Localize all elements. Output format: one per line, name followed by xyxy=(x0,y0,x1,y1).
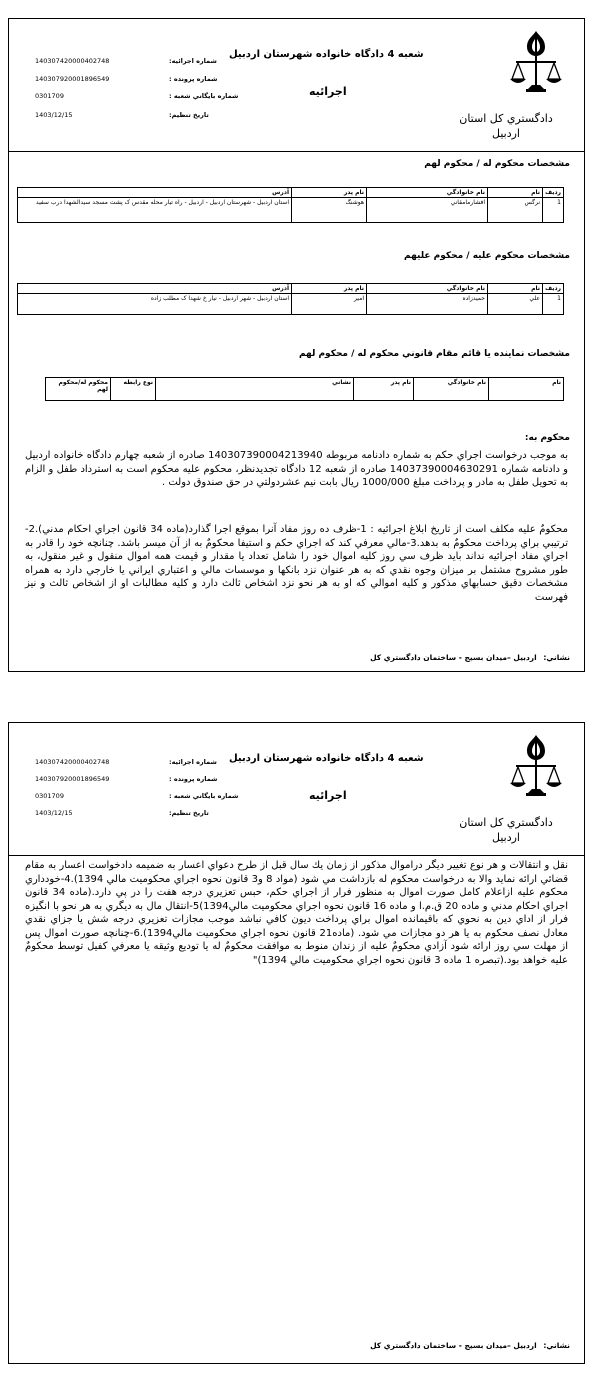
col-header-represented: محكوم له/محكوم لهم xyxy=(46,378,111,401)
table-row xyxy=(18,294,564,315)
section-title-representatives: مشخصات نماينده يا قائم مقام قانوني محكوم له / محكوم لهم xyxy=(298,349,570,359)
col-header-row: رديف xyxy=(543,188,564,198)
section-title-defendants: مشخصات محكوم عليه / محكوم عليهم xyxy=(404,251,570,261)
meta-label-date: تاريخ تنظيم: xyxy=(169,809,209,817)
col-header-family: نام خانوادگي xyxy=(367,188,488,198)
obligations-continued-paragraph: نقل و انتقالات و هر نوع تغيير ديگر دراموال مذكور از زمان يك سال قبل از طرح دعواي اعسار به ضميمه دادخواست اعسار به مقام قضائي ارائه نمايد والا به درخواست محكوم له بازداشت مي شود (مواد 8 و3 قانون نحوه اجراي محكوميت مالي 1394).4-خودداري محكوم عليه ازاعلام كامل صورت اموال به منظور فرار از اجراي حكم، حبس تعزيري درجه هفت را در پي دارد.(ماده 34 قانون اجراي احكام مدني و ماده 20 ق.م.ا و ماده 16 قانون نحوه اجراي محكوميت مالي1394)5-انتقال مال به ديگري به هر نحو با انگيزه فرار از اداي دين به نحوي كه باقيمانده اموال براي پرداخت ديون كافي نباشد موجب مجازات تعزيري درجه شش يا جزاي نقدي معادل نصف محكوم به يا هر دو مجازات مي شود. (ماده21 قانون نحوه اجراي محكوميت مالي1394).6-چنانچه صورت اموال پس از مهلت سي روز ارائه شود آزادي محكومٌ عليه از زندان منوط به موافقت محكومٌ له يا توديع وثيقه يا معرفي كفيل توسط محكومٌ عليه خواهد بود.(تبصره 1 ماده 3 قانون نحوه اجراي محكوميت مالي 1394)" xyxy=(25,860,569,966)
page-header xyxy=(9,19,584,152)
meta-value-date: 1403/12/15 xyxy=(35,809,73,817)
col-header-address: آدرس xyxy=(18,284,292,294)
cell-name: نرگس xyxy=(488,198,543,223)
meta-value-archive-no: 0301709 xyxy=(35,92,64,100)
col-header-address: نشاني xyxy=(156,378,354,401)
representatives-table xyxy=(45,377,564,401)
iran-emblem-icon xyxy=(506,731,566,811)
col-header-family: نام خانوادگي xyxy=(414,378,489,401)
table-row xyxy=(18,198,564,223)
footer-address xyxy=(370,1341,570,1350)
footer-address-label: نشاني: xyxy=(543,653,570,662)
document-page-1 xyxy=(8,18,585,672)
court-name: دادگستري كل استان اردبيل xyxy=(459,112,553,140)
footer-address-value: اردبيل –ميدان بسيج - ساختمان دادگستري كل xyxy=(370,653,537,662)
defendants-table xyxy=(17,283,564,315)
iran-emblem-icon xyxy=(506,27,566,107)
document-page-2 xyxy=(8,722,585,1364)
cell-father: امير xyxy=(292,294,367,315)
col-header-address: آدرس xyxy=(18,188,292,198)
document-type: اجرائيه xyxy=(309,789,347,802)
meta-value-case-no: 140307920001896549 xyxy=(35,775,110,783)
meta-label-archive-no: شماره بايگاني شعبه : xyxy=(169,792,239,800)
col-header-name: نام xyxy=(488,188,543,198)
col-header-father: نام پدر xyxy=(354,378,414,401)
cell-row-number: 1 xyxy=(543,198,564,223)
meta-label-case-no: شماره پرونده : xyxy=(169,75,218,83)
judgment-title: محكوم به: xyxy=(524,433,570,443)
meta-value-execution-no: 140307420000402748 xyxy=(35,758,110,766)
meta-value-date: 1403/12/15 xyxy=(35,111,73,119)
cell-address: استان اردبيل - شهرستان اردبيل - اردبيل - راه تيار محله مقدس ک پشت مسجد سيدالشهدا درب سفيد xyxy=(18,198,292,223)
cell-row-number: 1 xyxy=(543,294,564,315)
branch-title: شعبه 4 دادگاه خانواده شهرستان اردبيل xyxy=(229,753,424,764)
cell-family: افشارمامقاني xyxy=(367,198,488,223)
meta-label-execution-no: شماره اجرائيه: xyxy=(169,758,217,766)
meta-value-execution-no: 140307420000402748 xyxy=(35,57,110,65)
cell-father: هوشنگ xyxy=(292,198,367,223)
meta-value-archive-no: 0301709 xyxy=(35,792,64,800)
cell-name: علي xyxy=(488,294,543,315)
col-header-row: رديف xyxy=(543,284,564,294)
col-header-relation: نوع رابطه xyxy=(111,378,156,401)
judgment-paragraph: به موجب درخواست اجراي حكم به شماره دادنامه مربوطه 140307390004213940 صادره از شعبه چهارم دادگاه خانواده اردبيل و دادنامه شماره 14037390004630291 صادره از شعبه 12 دادگاه تجديدنظر، محكوم عليه محكوم است به استرداد طفل و الزام به تحويل طفل به مادر و پرداخت مبلغ 1000/000 ريال بابت نيم عشردولتي در حق صندوق دولت . xyxy=(25,450,569,488)
obligations-paragraph: محكومٌ عليه مكلف است از تاريخ ابلاغ اجرائيه : 1-ظرف ده روز مفاد آنرا بموقع اجرا گذارد(ماده 34 قانون اجراي احكام مدني).2-ترتيبي براي پرداخت محكومٌ به بدهد.3-مالي معرفي كند كه اجراي حكم و استيفا محكومٌ به از آن ميسر باشد. چنانچه خود را قادر به اجراي مفاد اجرائيه نداند بايد ظرف سي روز كليه اموال خود را شامل تعداد يا مقدار و قيمت همه اموال منقول و غير منقول، به طور مشروح مشتمل بر ميزان وجوه نقدي كه به هر عنوان نزد بانكها و موسسات مالي و اعتباري ايراني يا خارجي دارد به همراه مشخصات دقيق حسابهاي مذكور و كليه اموالي كه او به هر نحو نزد اشخاص ثالث دارد و كليه مطالبات او از اشخاص ثالث و نيز فهرست xyxy=(25,524,568,603)
page-header xyxy=(9,723,584,856)
document-type: اجرائيه xyxy=(309,85,347,98)
court-name: دادگستري كل استان اردبيل xyxy=(459,816,553,844)
meta-label-execution-no: شماره اجرائيه: xyxy=(169,57,217,65)
col-header-name: نام xyxy=(488,284,543,294)
meta-label-archive-no: شماره بايگاني شعبه : xyxy=(169,92,239,100)
branch-title: شعبه 4 دادگاه خانواده شهرستان اردبيل xyxy=(229,49,424,60)
col-header-name: نام xyxy=(489,378,564,401)
cell-family: حميدزاده xyxy=(367,294,488,315)
footer-address-label: نشاني: xyxy=(543,1341,570,1350)
col-header-father: نام پدر xyxy=(292,188,367,198)
plaintiffs-table xyxy=(17,187,564,223)
col-header-father: نام پدر xyxy=(292,284,367,294)
meta-label-case-no: شماره پرونده : xyxy=(169,775,218,783)
meta-value-case-no: 140307920001896549 xyxy=(35,75,110,83)
cell-address: استان اردبيل - شهر اردبيل - نيار خ شهدا ک مطلب زاده xyxy=(18,294,292,315)
col-header-family: نام خانوادگي xyxy=(367,284,488,294)
section-title-plaintiffs: مشخصات محكوم له / محكوم لهم xyxy=(424,159,570,169)
footer-address-value: اردبيل –ميدان بسيج - ساختمان دادگستري كل xyxy=(370,1341,537,1350)
meta-label-date: تاريخ تنظيم: xyxy=(169,111,209,119)
footer-address xyxy=(370,653,570,662)
